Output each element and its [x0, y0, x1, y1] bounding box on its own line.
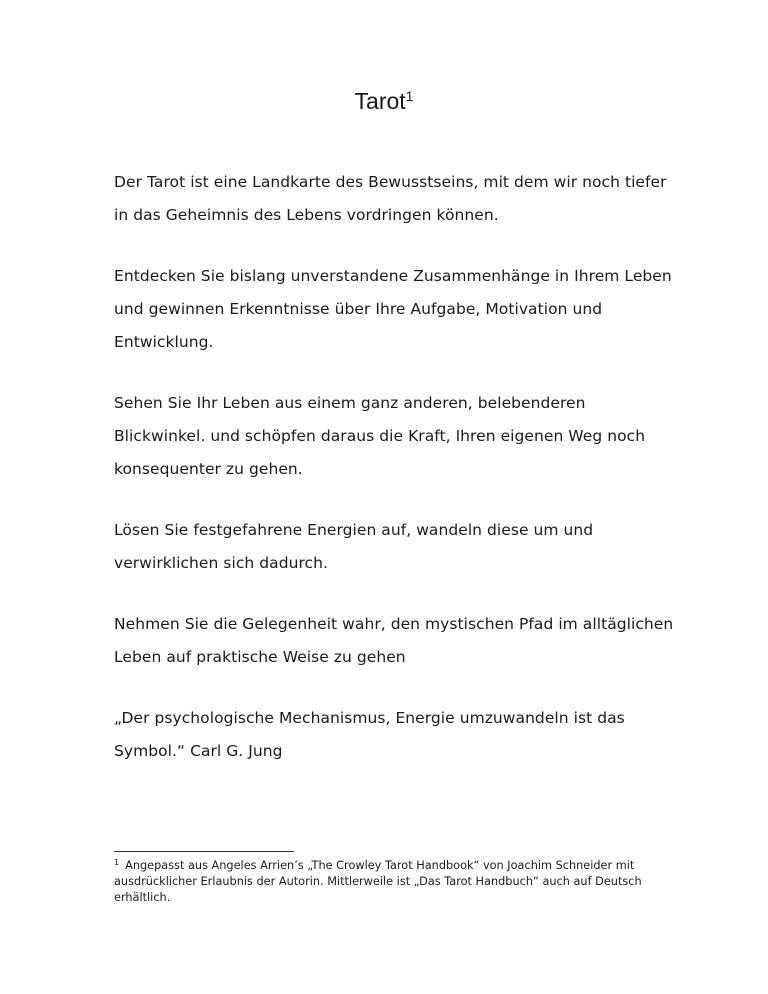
- footnote: [114, 855, 674, 906]
- footnote-text: Angepasst aus Angeles Arrien’s „The Crowley Tarot Handbook“ von Joachim Schneider mit ausdrücklicher Erlaubnis der Autorin. Mittlerweile ist „Das Tarot Handbuch“ auch auf Deutsch erhältlich.: [114, 859, 642, 904]
- paragraph-1: Der Tarot ist eine Landkarte des Bewusstseins, mit dem wir noch tiefer in das Geheimnis des Lebens vordringen können.: [114, 173, 667, 224]
- title-text: Tarot: [354, 88, 406, 114]
- paragraph-4: Lösen Sie festgefahrene Energien auf, wandeln diese um und verwirklichen sich dadurch.: [114, 521, 594, 572]
- paragraph-5: Nehmen Sie die Gelegenheit wahr, den mystischen Pfad im alltäglichen Leben auf praktische Weise zu gehen: [114, 615, 674, 666]
- paragraph-2: Entdecken Sie bislang unverstandene Zusammenhänge in Ihrem Leben und gewinnen Erkenntnisse über Ihre Aufgabe, Motivation und Entwicklung.: [114, 267, 672, 351]
- title-footnote-mark: 1: [405, 88, 414, 104]
- footnote-separator: [114, 851, 294, 852]
- paragraph-3: Sehen Sie Ihr Leben aus einem ganz anderen, belebenderen Blickwinkel. und schöpfen daraus die Kraft, Ihren eigenen Weg noch konsequenter zu gehen.: [114, 394, 646, 478]
- paragraph-6-quote: „Der psychologische Mechanismus, Energie umzuwandeln ist das Symbol.“ Carl G. Jung: [114, 709, 625, 760]
- page-title: [0, 88, 768, 115]
- footnote-mark: 1: [114, 858, 120, 867]
- body-text: [114, 166, 674, 796]
